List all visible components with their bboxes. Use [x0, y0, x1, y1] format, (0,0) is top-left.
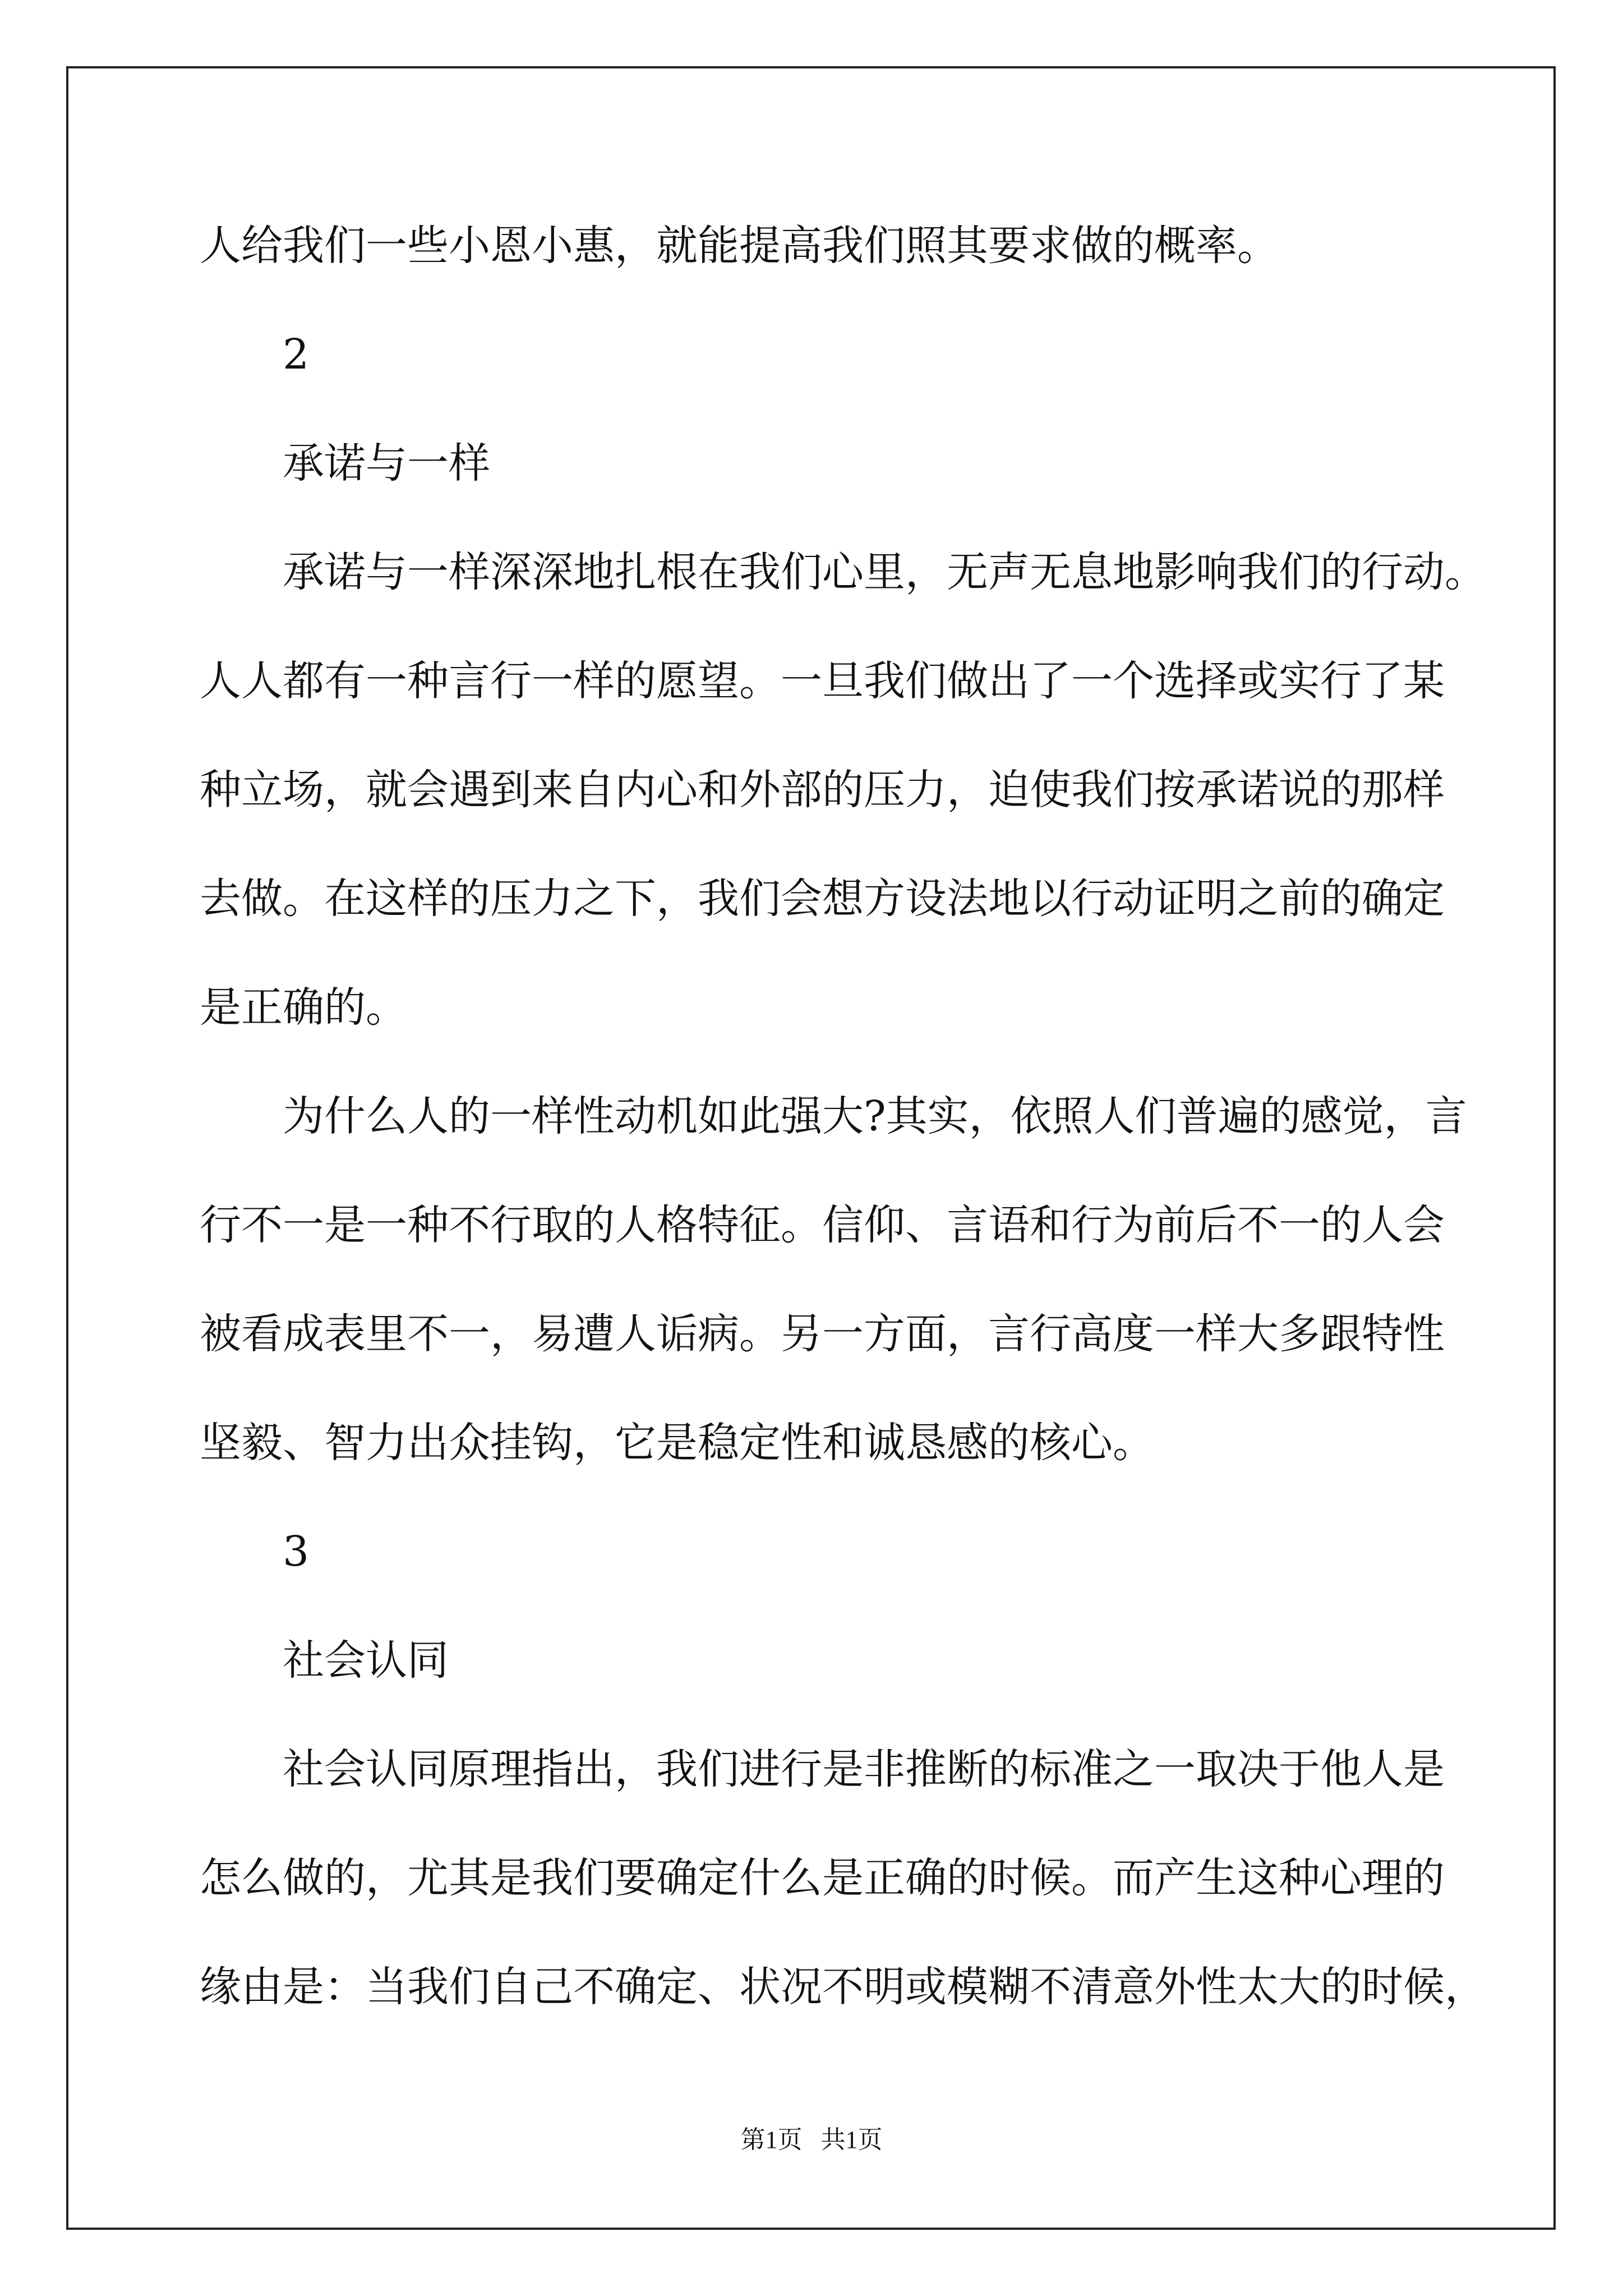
text-line: 坚毅、智力出众挂钩，它是稳定性和诚恳感的核心。: [200, 1419, 1154, 1467]
text-line: 为什么人的一样性动机如此强大?其实，依照人们普遍的感觉，言: [283, 1092, 1467, 1140]
text-line: 承诺与一样深深地扎根在我们心里，无声无息地影响我们的行动。: [283, 548, 1486, 596]
section-number: 3: [283, 1527, 310, 1576]
text-line: 怎么做的，尤其是我们要确定什么是正确的时候。而产生这种心理的: [200, 1854, 1445, 1902]
text-line: 社会认同原理指出，我们进行是非推断的标准之一取决于他人是: [283, 1745, 1445, 1793]
text-line: 人人都有一种言行一样的愿望。一旦我们做出了一个选择或实行了某: [200, 657, 1445, 705]
text-line: 被看成表里不一，易遭人诟病。另一方面，言行高度一样大多跟特性: [200, 1310, 1445, 1358]
section-number: 2: [283, 330, 310, 379]
text-line: 种立场，就会遇到来自内心和外部的压力，迫使我们按承诺说的那样: [200, 766, 1445, 814]
page-footer: 第1页 共1页: [740, 2126, 883, 2154]
text-line: 缘由是：当我们自己不确定、状况不明或模糊不清意外性太大的时候，: [200, 1963, 1486, 2011]
text-line: 是正确的。: [200, 983, 407, 1032]
section-heading: 承诺与一样: [283, 439, 490, 487]
text-line: 去做。在这样的压力之下，我们会想方设法地以行动证明之前的确定: [200, 875, 1445, 923]
text-line: 人给我们一些小恩小惠，就能提高我们照其要求做的概率。: [200, 222, 1279, 270]
section-heading: 社会认同: [283, 1636, 449, 1685]
text-line: 行不一是一种不行取的人格特征。信仰、言语和行为前后不一的人会: [200, 1201, 1445, 1249]
